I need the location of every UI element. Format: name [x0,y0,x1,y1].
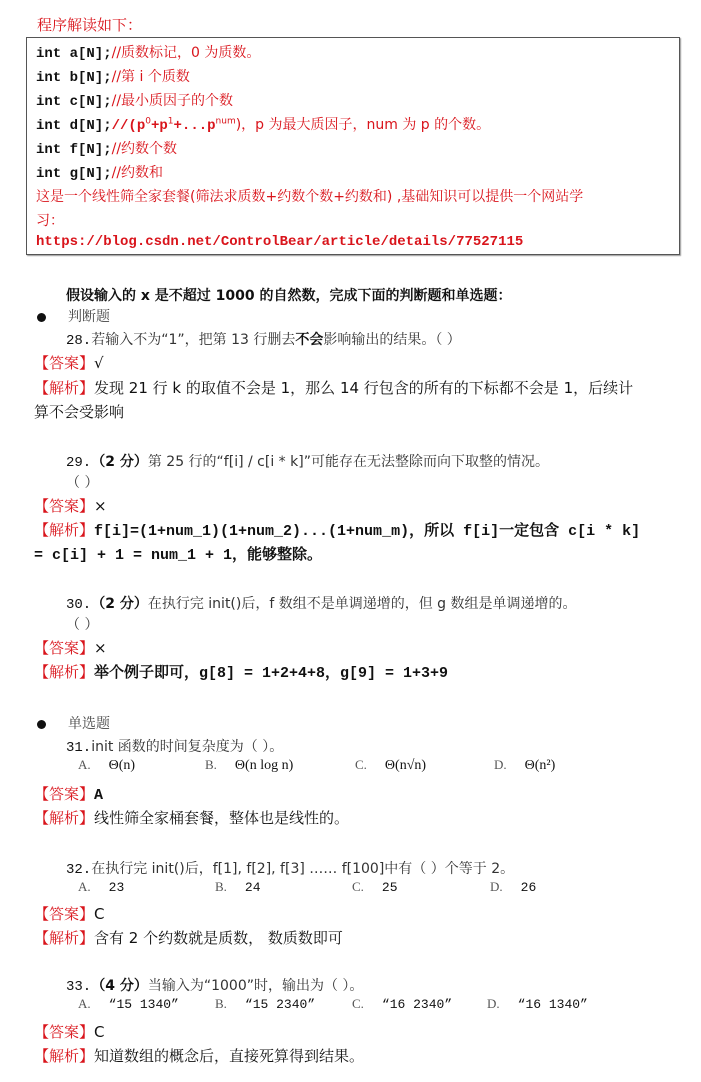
option-31-a[interactable]: A. Θ(n) [78,757,136,773]
option-32-d[interactable]: D. 26 [490,879,537,895]
analysis-29-cont: = c[i] + 1 = num_1 + 1，能够整除。 [34,547,323,564]
option-33-c[interactable]: C. “16 2340” [352,996,453,1012]
code-line-f: int f[N];//约数个数 [36,141,178,158]
answer-31: 【答案】A [34,785,104,804]
analysis-29: 【解析】f[i]=(1+num_1)(1+num_2)...(1+num_m)，所以 f[i]一定包含 c[i * k] [34,521,641,540]
intro-title: 程序解读如下： [37,16,143,34]
section-choice: 单选题 [37,713,110,733]
question-29-paren: （ ） [66,475,99,491]
section-judge: 判断题 [37,306,110,326]
answer-30: 【答案】× [34,639,107,657]
answer-32: 【答案】C [34,905,105,923]
question-33: 33.（4 分）当输入为“1000”时，输出为（ ）。 [66,978,364,995]
question-28: 28.若输入不为“1”，把第 13 行删去不会影响输出的结果。（ ） [66,332,461,349]
option-32-a[interactable]: A. 23 [78,879,125,895]
analysis-31: 【解析】线性筛全家桶套餐，整体也是线性的。 [34,809,350,827]
analysis-33: 【解析】知道数组的概念后，直接死算得到结果。 [34,1047,365,1065]
question-29: 29.（2 分）第 25 行的“f[i] / c[i * k]”可能存在无法整除而向下取整的情况。 [66,454,549,471]
note-line-1: 这是一个线性筛全家套餐(筛法求质数+约数个数+约数和) ,基础知识可以提供一个网站学 [36,189,584,205]
reference-link[interactable]: https://blog.csdn.net/ControlBear/article/details/77527115 [36,234,524,250]
question-30: 30.（2 分）在执行完 init()后，f 数组不是单调递增的，但 g 数组是单调递增的。 [66,596,577,613]
analysis-28: 【解析】发现 21 行 k 的取值不会是 1，那么 14 行包含的所有的下标都不会是 1，后续计 [34,379,634,397]
answer-28: 【答案】√ [34,354,104,372]
bullet-icon [37,720,46,729]
bullet-icon [37,313,46,322]
option-32-b[interactable]: B. 24 [215,879,261,895]
analysis-30: 【解析】举个例子即可，g[8] = 1+2+4+8，g[9] = 1+3+9 [34,663,449,682]
note-line-2: 习： [36,213,64,229]
option-31-b[interactable]: B. Θ(n log n) [205,757,294,773]
answer-33: 【答案】C [34,1023,105,1041]
question-31: 31.init 函数的时间复杂度为（ ）。 [66,739,284,756]
question-30-paren: （ ） [66,617,99,633]
lead-instruction: 假设输入的 x 是不超过 1000 的自然数，完成下面的判断题和单选题： [66,288,512,304]
option-31-c[interactable]: C. Θ(n√n) [355,757,427,773]
option-32-c[interactable]: C. 25 [352,879,398,895]
answer-29: 【答案】× [34,497,107,515]
code-line-a: int a[N];//质数标记，0 为质数。 [36,45,261,62]
code-line-d: int $d[N];//(p^0+p^1+...p^{num})$，p 为最大质因子，num 为 p 的个数。 [36,116,491,134]
analysis-32: 【解析】含有 2 个约数就是质数， 数质数即可 [34,929,343,947]
option-33-b[interactable]: B. “15 2340” [215,996,316,1012]
option-33-d[interactable]: D. “16 1340” [487,996,588,1012]
option-31-d[interactable]: D. Θ(n²) [494,757,556,773]
code-line-g: int g[N];//约数和 [36,165,164,182]
code-box [26,37,680,255]
analysis-28-cont: 算不会受影响 [34,403,125,421]
code-line-b: int b[N];//第 i 个质数 [36,69,190,86]
code-line-c: int c[N];//最小质因子的个数 [36,93,234,110]
question-32: 32.在执行完 init()后，f[1], f[2], f[3] …… f[100]中有（ ）个等于 2。 [66,861,515,878]
option-33-a[interactable]: A. “15 1340” [78,996,179,1012]
